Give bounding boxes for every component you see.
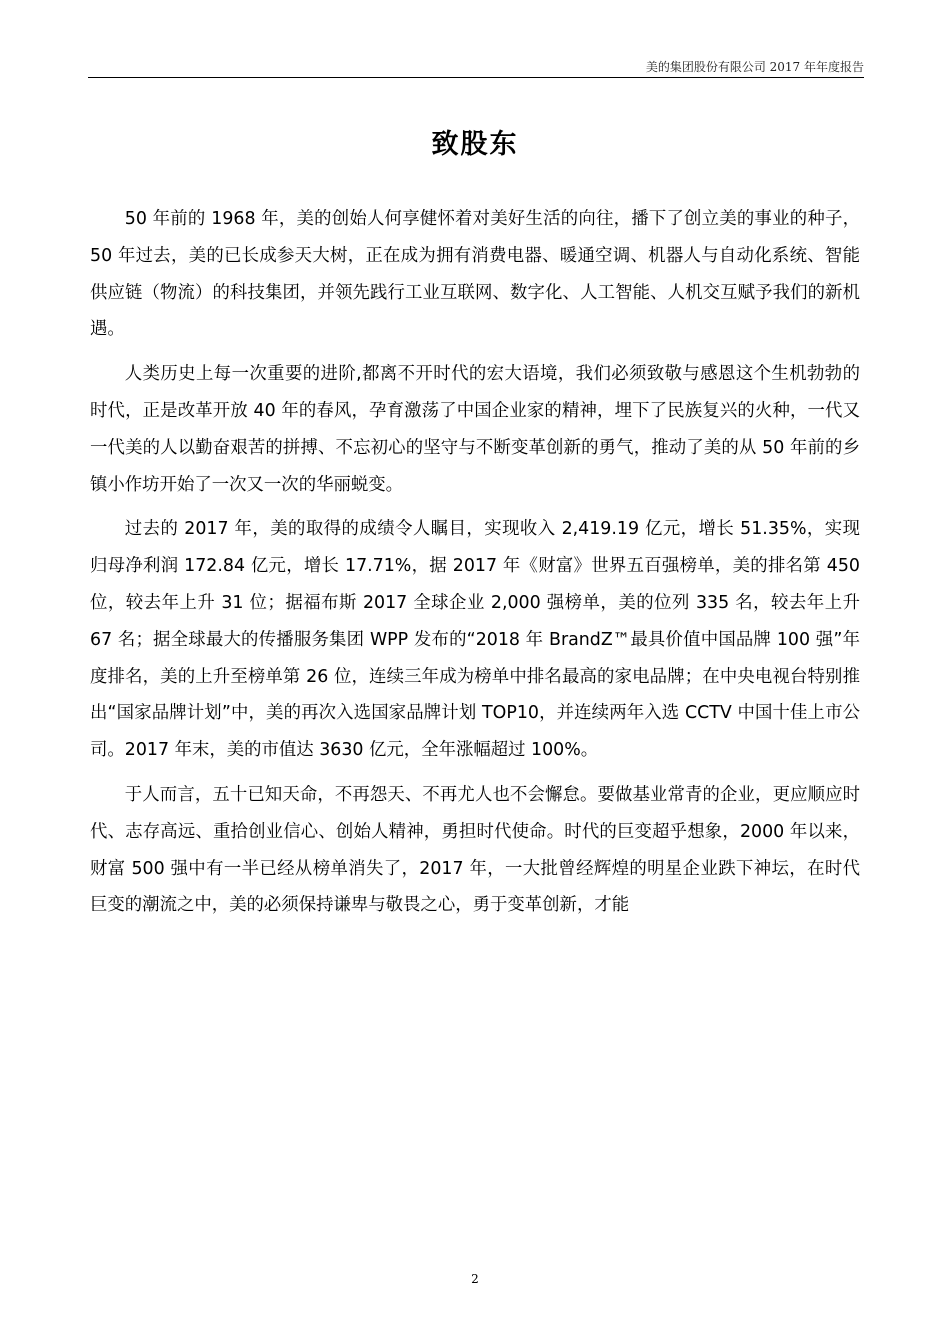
paragraph: 人类历史上每一次重要的进阶,都离不开时代的宏大语境，我们必须致敬与感恩这个生机勃勃的时代，正是改革开放 40 年的春风，孕育激荡了中国企业家的精神，埋下了民族复兴的火种，一代又一代美的人以勤奋艰苦的拼搏、不忘初心的坚守与不断变革创新的勇气，推动了美的从 50 年前的乡镇小作坊开始了一次又一次的华丽蜕变。: [90, 364, 860, 495]
running-header: 美的集团股份有限公司 2017 年年度报告: [645, 60, 864, 74]
paragraph: 于人而言，五十已知天命，不再怨天、不再尤人也不会懈怠。要做基业常青的企业，更应顺应时代、志存高远、重拾创业信心、创始人精神，勇担时代使命。时代的巨变超乎想象，2000 年以来，财富 500 强中有一半已经从榜单消失了，2017 年，一大批曾经辉煌的明星企业跌下神坛，在时代巨变的潮流之中，美的必须保持谦卑与敬畏之心，勇于变革创新，才能: [90, 784, 860, 916]
page-title: 致股东: [431, 129, 519, 160]
page-number: 2: [471, 1272, 479, 1286]
paragraph: 过去的 2017 年，美的取得的成绩令人瞩目，实现收入 2,419.19 亿元，增长 51.35%，实现归母净利润 172.84 亿元，增长 17.71%，据 2017 年《财富》世界五百强榜单，美的排名第 450 位，较去年上升 31 位；据福布斯 2017 全球企业 2,000 强榜单，美的位列 335 名，较去年上升 67 名；据全球最大的传播服务集团 WPP 发布的“2018 年 BrandZ™最具价值中国品牌 100 强”年度排名，美的上升至榜单第 26 位，连续三年成为榜单中排名最高的家电品牌；在中央电视台特别推出“国家品牌计划”中，美的再次入选国家品牌计划 TOP10，并连续两年入选 CCTV 中国十佳上市公司。2017 年末，美的市值达 3630 亿元，全年涨幅超过 100%。: [90, 519, 860, 761]
header-divider: [88, 77, 864, 78]
letter-body: [90, 201, 860, 932]
paragraph: 50 年前的 1968 年，美的创始人何享健怀着对美好生活的向往，播下了创立美的事业的种子，50 年过去，美的已长成参天大树，正在成为拥有消费电器、暖通空调、机器人与自动化系统、智能供应链（物流）的科技集团，并领先践行工业互联网、数字化、人工智能、人机交互赋予我们的新机遇。: [90, 209, 860, 340]
